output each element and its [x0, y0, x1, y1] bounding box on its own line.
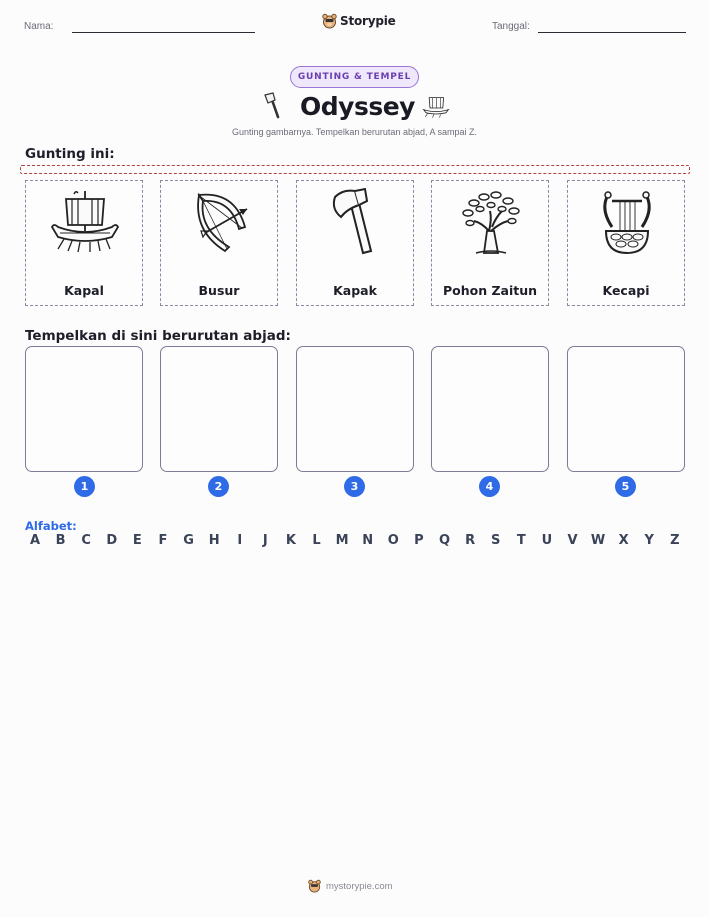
paste-section-title: Tempelkan di sini berurutan abjad:	[25, 328, 291, 344]
card-label: Kapal	[64, 283, 104, 298]
paste-slot-1[interactable]	[25, 346, 143, 472]
alphabet-letter: Z	[670, 533, 680, 548]
instructions: Gunting gambarnya. Tempelkan berurutan abjad, A sampai Z.	[232, 127, 477, 137]
brand-logo	[322, 13, 396, 29]
footer	[308, 879, 393, 893]
page-title: Odyssey	[300, 92, 415, 121]
card-label: Busur	[198, 283, 240, 298]
activity-badge: GUNTING & TEMPEL	[290, 66, 419, 88]
cutout-card-olive-tree[interactable]	[431, 180, 549, 306]
cutout-card-ship[interactable]	[25, 180, 143, 306]
alphabet-letter: G	[183, 533, 194, 548]
alphabet-letter: J	[262, 533, 268, 548]
ship-icon	[420, 92, 452, 120]
alphabet-letter: R	[465, 533, 476, 548]
brand-name: Storypie	[340, 14, 396, 28]
slot-number-badge: 5	[615, 476, 636, 497]
paste-slot-2[interactable]	[160, 346, 278, 472]
alphabet-letter: D	[106, 533, 118, 548]
paste-slot-4[interactable]	[431, 346, 549, 472]
cut-section-title: Gunting ini:	[25, 146, 115, 162]
slot-number-badge: 3	[344, 476, 365, 497]
lyre-icon	[592, 187, 662, 257]
storypie-mascot-icon	[308, 879, 321, 893]
date-label: Tanggal:	[492, 21, 530, 32]
alphabet-letter: Q	[438, 533, 451, 548]
bow-icon	[185, 187, 255, 257]
alphabet-letter: W	[590, 533, 606, 548]
axe-icon	[262, 92, 284, 120]
slot-number-badge: 2	[208, 476, 229, 497]
ship-icon	[50, 187, 120, 257]
alphabet-letter: I	[237, 533, 243, 548]
date-field-line[interactable]	[538, 32, 686, 33]
alphabet-letter: E	[132, 533, 142, 548]
slot-number-badge: 4	[479, 476, 500, 497]
alphabet-letter: T	[516, 533, 526, 548]
alphabet-letter: K	[285, 533, 296, 548]
paste-slot-5[interactable]	[567, 346, 685, 472]
olive-tree-icon	[456, 187, 526, 257]
alphabet-letter: L	[312, 533, 321, 548]
paste-slot-3[interactable]	[296, 346, 414, 472]
cutout-card-lyre[interactable]	[567, 180, 685, 306]
alphabet-letter: C	[81, 533, 91, 548]
alphabet-letter: H	[208, 533, 220, 548]
alphabet-letter: N	[362, 533, 374, 548]
alphabet-letter: A	[29, 533, 41, 548]
alphabet-letter: P	[414, 533, 424, 548]
footer-site: mystorypie.com	[326, 880, 393, 892]
card-label: Kecapi	[602, 283, 650, 298]
alphabet-title: Alfabet:	[25, 519, 77, 533]
alphabet-letter: Y	[644, 533, 654, 548]
name-field-line[interactable]	[72, 32, 255, 33]
cut-line	[20, 165, 690, 174]
name-label: Nama:	[24, 21, 54, 32]
card-label: Pohon Zaitun	[442, 283, 538, 298]
storypie-mascot-icon	[322, 13, 337, 29]
alphabet-letter: B	[55, 533, 66, 548]
cutout-card-bow[interactable]	[160, 180, 278, 306]
alphabet-letter: O	[387, 533, 399, 548]
alphabet-letter: X	[618, 533, 629, 548]
alphabet-letter: V	[567, 533, 578, 548]
alphabet-letter: M	[335, 533, 349, 548]
alphabet-letter: U	[541, 533, 553, 548]
slot-number-badge: 1	[74, 476, 95, 497]
alphabet-letter: F	[158, 533, 168, 548]
alphabet-letter: S	[491, 533, 501, 548]
alphabet-row	[25, 533, 685, 548]
axe-icon	[321, 187, 391, 257]
card-label: Kapak	[333, 283, 377, 298]
cutout-card-axe[interactable]	[296, 180, 414, 306]
